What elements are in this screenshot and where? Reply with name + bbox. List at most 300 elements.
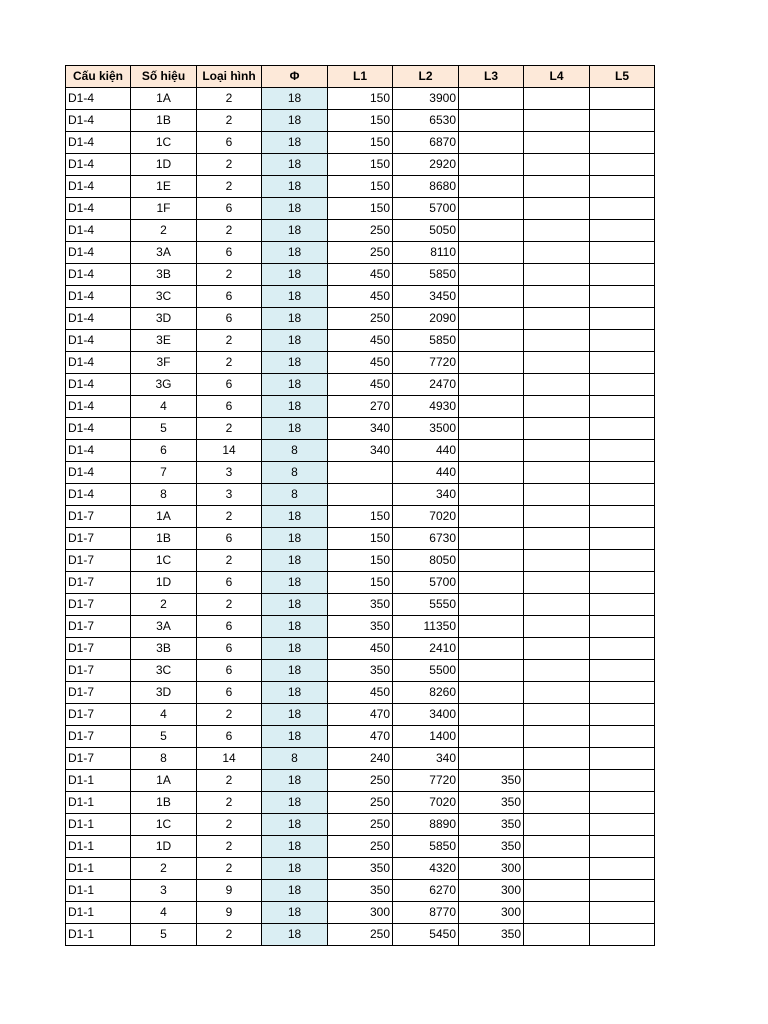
- cell-loai-hinh[interactable]: 3: [197, 484, 262, 506]
- cell-l4[interactable]: [524, 836, 590, 858]
- cell-l4[interactable]: [524, 726, 590, 748]
- cell-l4[interactable]: [524, 880, 590, 902]
- cell-l3[interactable]: [459, 528, 524, 550]
- cell-cau-kien[interactable]: D1-4: [66, 154, 131, 176]
- cell-l2[interactable]: 8770: [393, 902, 459, 924]
- cell-l5[interactable]: [590, 682, 655, 704]
- cell-l4[interactable]: [524, 242, 590, 264]
- cell-so-hieu[interactable]: 1E: [131, 176, 197, 198]
- cell-l5[interactable]: [590, 484, 655, 506]
- header-so-hieu[interactable]: Số hiệu: [131, 66, 197, 88]
- cell-phi[interactable]: 18: [262, 418, 328, 440]
- cell-l3[interactable]: [459, 616, 524, 638]
- cell-l1[interactable]: 350: [328, 616, 393, 638]
- cell-phi[interactable]: 18: [262, 110, 328, 132]
- cell-phi[interactable]: 18: [262, 572, 328, 594]
- cell-l5[interactable]: [590, 396, 655, 418]
- cell-so-hieu[interactable]: 3B: [131, 638, 197, 660]
- cell-l3[interactable]: 350: [459, 770, 524, 792]
- cell-l1[interactable]: 250: [328, 770, 393, 792]
- cell-phi[interactable]: 18: [262, 528, 328, 550]
- cell-so-hieu[interactable]: 1D: [131, 154, 197, 176]
- cell-cau-kien[interactable]: D1-7: [66, 748, 131, 770]
- cell-so-hieu[interactable]: 3: [131, 880, 197, 902]
- cell-phi[interactable]: 18: [262, 704, 328, 726]
- cell-l5[interactable]: [590, 814, 655, 836]
- cell-loai-hinh[interactable]: 2: [197, 924, 262, 946]
- cell-so-hieu[interactable]: 5: [131, 418, 197, 440]
- cell-l1[interactable]: 240: [328, 748, 393, 770]
- cell-cau-kien[interactable]: D1-7: [66, 572, 131, 594]
- cell-cau-kien[interactable]: D1-4: [66, 264, 131, 286]
- cell-phi[interactable]: 18: [262, 660, 328, 682]
- cell-cau-kien[interactable]: D1-4: [66, 308, 131, 330]
- cell-so-hieu[interactable]: 1F: [131, 198, 197, 220]
- cell-l2[interactable]: 7020: [393, 792, 459, 814]
- cell-l4[interactable]: [524, 682, 590, 704]
- cell-l2[interactable]: 5450: [393, 924, 459, 946]
- cell-l2[interactable]: 8890: [393, 814, 459, 836]
- cell-l1[interactable]: 350: [328, 660, 393, 682]
- cell-l2[interactable]: 3900: [393, 88, 459, 110]
- cell-l4[interactable]: [524, 770, 590, 792]
- cell-l1[interactable]: 250: [328, 924, 393, 946]
- cell-l2[interactable]: 340: [393, 484, 459, 506]
- header-l1[interactable]: L1: [328, 66, 393, 88]
- cell-l4[interactable]: [524, 220, 590, 242]
- cell-l1[interactable]: 450: [328, 352, 393, 374]
- cell-loai-hinh[interactable]: 2: [197, 770, 262, 792]
- header-phi[interactable]: Φ: [262, 66, 328, 88]
- cell-l3[interactable]: [459, 308, 524, 330]
- cell-so-hieu[interactable]: 5: [131, 924, 197, 946]
- cell-l1[interactable]: 470: [328, 726, 393, 748]
- cell-l3[interactable]: [459, 242, 524, 264]
- cell-l2[interactable]: 5050: [393, 220, 459, 242]
- cell-l2[interactable]: 3450: [393, 286, 459, 308]
- cell-l3[interactable]: [459, 748, 524, 770]
- cell-l5[interactable]: [590, 660, 655, 682]
- cell-phi[interactable]: 18: [262, 902, 328, 924]
- cell-l4[interactable]: [524, 660, 590, 682]
- cell-l3[interactable]: [459, 660, 524, 682]
- cell-l5[interactable]: [590, 880, 655, 902]
- cell-phi[interactable]: 18: [262, 264, 328, 286]
- cell-l3[interactable]: [459, 726, 524, 748]
- cell-phi[interactable]: 18: [262, 308, 328, 330]
- cell-loai-hinh[interactable]: 6: [197, 638, 262, 660]
- cell-so-hieu[interactable]: 1D: [131, 572, 197, 594]
- cell-phi[interactable]: 18: [262, 924, 328, 946]
- cell-l5[interactable]: [590, 594, 655, 616]
- cell-cau-kien[interactable]: D1-4: [66, 88, 131, 110]
- cell-cau-kien[interactable]: D1-4: [66, 418, 131, 440]
- cell-phi[interactable]: 18: [262, 770, 328, 792]
- cell-loai-hinh[interactable]: 6: [197, 308, 262, 330]
- cell-loai-hinh[interactable]: 9: [197, 880, 262, 902]
- cell-cau-kien[interactable]: D1-4: [66, 352, 131, 374]
- cell-l4[interactable]: [524, 924, 590, 946]
- cell-loai-hinh[interactable]: 9: [197, 902, 262, 924]
- cell-loai-hinh[interactable]: 2: [197, 352, 262, 374]
- cell-loai-hinh[interactable]: 2: [197, 858, 262, 880]
- cell-phi[interactable]: 18: [262, 726, 328, 748]
- cell-l2[interactable]: 2920: [393, 154, 459, 176]
- cell-l5[interactable]: [590, 528, 655, 550]
- cell-l3[interactable]: [459, 682, 524, 704]
- cell-loai-hinh[interactable]: 2: [197, 154, 262, 176]
- cell-l3[interactable]: [459, 638, 524, 660]
- cell-l5[interactable]: [590, 616, 655, 638]
- cell-phi[interactable]: 18: [262, 176, 328, 198]
- cell-phi[interactable]: 8: [262, 484, 328, 506]
- cell-l2[interactable]: 8260: [393, 682, 459, 704]
- cell-l2[interactable]: 340: [393, 748, 459, 770]
- cell-l1[interactable]: 150: [328, 132, 393, 154]
- cell-l1[interactable]: 250: [328, 814, 393, 836]
- cell-so-hieu[interactable]: 2: [131, 594, 197, 616]
- cell-cau-kien[interactable]: D1-7: [66, 616, 131, 638]
- cell-l3[interactable]: [459, 154, 524, 176]
- cell-cau-kien[interactable]: D1-1: [66, 924, 131, 946]
- cell-l2[interactable]: 2410: [393, 638, 459, 660]
- cell-l4[interactable]: [524, 110, 590, 132]
- cell-loai-hinh[interactable]: 2: [197, 88, 262, 110]
- cell-cau-kien[interactable]: D1-4: [66, 242, 131, 264]
- cell-phi[interactable]: 18: [262, 154, 328, 176]
- cell-loai-hinh[interactable]: 6: [197, 528, 262, 550]
- cell-l3[interactable]: [459, 264, 524, 286]
- cell-l4[interactable]: [524, 264, 590, 286]
- cell-phi[interactable]: 8: [262, 748, 328, 770]
- cell-l4[interactable]: [524, 902, 590, 924]
- cell-so-hieu[interactable]: 8: [131, 484, 197, 506]
- cell-l1[interactable]: 150: [328, 88, 393, 110]
- cell-cau-kien[interactable]: D1-4: [66, 462, 131, 484]
- cell-so-hieu[interactable]: 1B: [131, 792, 197, 814]
- cell-l4[interactable]: [524, 154, 590, 176]
- cell-l1[interactable]: 450: [328, 330, 393, 352]
- cell-l2[interactable]: 1400: [393, 726, 459, 748]
- cell-cau-kien[interactable]: D1-7: [66, 550, 131, 572]
- cell-phi[interactable]: 18: [262, 792, 328, 814]
- cell-phi[interactable]: 18: [262, 638, 328, 660]
- cell-loai-hinh[interactable]: 2: [197, 264, 262, 286]
- cell-loai-hinh[interactable]: 2: [197, 836, 262, 858]
- cell-l5[interactable]: [590, 88, 655, 110]
- cell-cau-kien[interactable]: D1-4: [66, 330, 131, 352]
- cell-phi[interactable]: 8: [262, 440, 328, 462]
- cell-l3[interactable]: [459, 506, 524, 528]
- cell-loai-hinh[interactable]: 6: [197, 726, 262, 748]
- cell-l3[interactable]: [459, 396, 524, 418]
- cell-so-hieu[interactable]: 3F: [131, 352, 197, 374]
- cell-phi[interactable]: 18: [262, 858, 328, 880]
- cell-loai-hinh[interactable]: 14: [197, 440, 262, 462]
- cell-l5[interactable]: [590, 154, 655, 176]
- cell-l4[interactable]: [524, 594, 590, 616]
- cell-loai-hinh[interactable]: 2: [197, 550, 262, 572]
- cell-cau-kien[interactable]: D1-1: [66, 858, 131, 880]
- cell-loai-hinh[interactable]: 2: [197, 792, 262, 814]
- cell-loai-hinh[interactable]: 3: [197, 462, 262, 484]
- header-l2[interactable]: L2: [393, 66, 459, 88]
- cell-l2[interactable]: 5850: [393, 330, 459, 352]
- cell-l5[interactable]: [590, 462, 655, 484]
- cell-l1[interactable]: 150: [328, 154, 393, 176]
- cell-l5[interactable]: [590, 308, 655, 330]
- cell-l1[interactable]: 150: [328, 528, 393, 550]
- cell-l3[interactable]: 350: [459, 924, 524, 946]
- cell-loai-hinh[interactable]: 6: [197, 198, 262, 220]
- cell-l1[interactable]: 450: [328, 638, 393, 660]
- cell-so-hieu[interactable]: 7: [131, 462, 197, 484]
- cell-so-hieu[interactable]: 2: [131, 220, 197, 242]
- cell-l2[interactable]: 2090: [393, 308, 459, 330]
- cell-cau-kien[interactable]: D1-1: [66, 880, 131, 902]
- cell-l1[interactable]: 350: [328, 594, 393, 616]
- cell-so-hieu[interactable]: 4: [131, 902, 197, 924]
- cell-l2[interactable]: 6870: [393, 132, 459, 154]
- cell-l3[interactable]: [459, 572, 524, 594]
- cell-l3[interactable]: [459, 484, 524, 506]
- cell-cau-kien[interactable]: D1-7: [66, 594, 131, 616]
- cell-l2[interactable]: 5500: [393, 660, 459, 682]
- cell-cau-kien[interactable]: D1-4: [66, 374, 131, 396]
- cell-l2[interactable]: 7720: [393, 770, 459, 792]
- cell-l5[interactable]: [590, 858, 655, 880]
- cell-phi[interactable]: 18: [262, 374, 328, 396]
- cell-l5[interactable]: [590, 792, 655, 814]
- cell-loai-hinh[interactable]: 6: [197, 572, 262, 594]
- cell-cau-kien[interactable]: D1-4: [66, 220, 131, 242]
- cell-phi[interactable]: 18: [262, 396, 328, 418]
- cell-l3[interactable]: [459, 198, 524, 220]
- cell-loai-hinh[interactable]: 2: [197, 418, 262, 440]
- cell-phi[interactable]: 18: [262, 506, 328, 528]
- cell-cau-kien[interactable]: D1-4: [66, 176, 131, 198]
- header-loai-hinh[interactable]: Loại hình: [197, 66, 262, 88]
- cell-loai-hinh[interactable]: 6: [197, 242, 262, 264]
- cell-l5[interactable]: [590, 176, 655, 198]
- cell-l1[interactable]: [328, 462, 393, 484]
- cell-so-hieu[interactable]: 1A: [131, 506, 197, 528]
- cell-l5[interactable]: [590, 836, 655, 858]
- cell-l1[interactable]: 340: [328, 418, 393, 440]
- cell-l4[interactable]: [524, 374, 590, 396]
- cell-cau-kien[interactable]: D1-4: [66, 110, 131, 132]
- cell-l4[interactable]: [524, 550, 590, 572]
- cell-l2[interactable]: 8050: [393, 550, 459, 572]
- cell-phi[interactable]: 18: [262, 594, 328, 616]
- cell-l3[interactable]: [459, 704, 524, 726]
- header-l3[interactable]: L3: [459, 66, 524, 88]
- cell-l5[interactable]: [590, 220, 655, 242]
- cell-phi[interactable]: 18: [262, 352, 328, 374]
- cell-l1[interactable]: 150: [328, 198, 393, 220]
- cell-cau-kien[interactable]: D1-4: [66, 484, 131, 506]
- cell-loai-hinh[interactable]: 2: [197, 704, 262, 726]
- cell-l5[interactable]: [590, 110, 655, 132]
- cell-loai-hinh[interactable]: 14: [197, 748, 262, 770]
- cell-l2[interactable]: 5700: [393, 198, 459, 220]
- cell-l3[interactable]: [459, 220, 524, 242]
- cell-so-hieu[interactable]: 3D: [131, 308, 197, 330]
- cell-phi[interactable]: 18: [262, 286, 328, 308]
- cell-l1[interactable]: 150: [328, 572, 393, 594]
- cell-l1[interactable]: 450: [328, 682, 393, 704]
- cell-so-hieu[interactable]: 3E: [131, 330, 197, 352]
- cell-cau-kien[interactable]: D1-7: [66, 682, 131, 704]
- cell-l3[interactable]: 300: [459, 880, 524, 902]
- cell-loai-hinh[interactable]: 6: [197, 396, 262, 418]
- cell-loai-hinh[interactable]: 6: [197, 682, 262, 704]
- cell-phi[interactable]: 8: [262, 462, 328, 484]
- cell-l2[interactable]: 7020: [393, 506, 459, 528]
- cell-l1[interactable]: 470: [328, 704, 393, 726]
- cell-loai-hinh[interactable]: 2: [197, 176, 262, 198]
- cell-so-hieu[interactable]: 4: [131, 704, 197, 726]
- cell-phi[interactable]: 18: [262, 330, 328, 352]
- cell-l4[interactable]: [524, 308, 590, 330]
- cell-l4[interactable]: [524, 484, 590, 506]
- cell-cau-kien[interactable]: D1-7: [66, 638, 131, 660]
- cell-l2[interactable]: 5700: [393, 572, 459, 594]
- cell-so-hieu[interactable]: 1C: [131, 550, 197, 572]
- cell-l3[interactable]: [459, 352, 524, 374]
- cell-l5[interactable]: [590, 902, 655, 924]
- cell-so-hieu[interactable]: 1A: [131, 88, 197, 110]
- cell-l1[interactable]: 270: [328, 396, 393, 418]
- cell-l4[interactable]: [524, 616, 590, 638]
- cell-l1[interactable]: 300: [328, 902, 393, 924]
- cell-cau-kien[interactable]: D1-4: [66, 286, 131, 308]
- cell-phi[interactable]: 18: [262, 836, 328, 858]
- cell-l2[interactable]: 11350: [393, 616, 459, 638]
- cell-l2[interactable]: 3500: [393, 418, 459, 440]
- cell-l5[interactable]: [590, 374, 655, 396]
- cell-so-hieu[interactable]: 1B: [131, 528, 197, 550]
- cell-l4[interactable]: [524, 462, 590, 484]
- cell-phi[interactable]: 18: [262, 814, 328, 836]
- cell-loai-hinh[interactable]: 6: [197, 660, 262, 682]
- cell-loai-hinh[interactable]: 2: [197, 814, 262, 836]
- cell-so-hieu[interactable]: 3G: [131, 374, 197, 396]
- cell-l5[interactable]: [590, 506, 655, 528]
- cell-cau-kien[interactable]: D1-7: [66, 660, 131, 682]
- cell-l1[interactable]: 350: [328, 858, 393, 880]
- cell-l4[interactable]: [524, 286, 590, 308]
- cell-so-hieu[interactable]: 3A: [131, 616, 197, 638]
- cell-phi[interactable]: 18: [262, 682, 328, 704]
- cell-l2[interactable]: 6270: [393, 880, 459, 902]
- cell-l3[interactable]: 350: [459, 792, 524, 814]
- cell-l3[interactable]: [459, 286, 524, 308]
- cell-l1[interactable]: [328, 484, 393, 506]
- cell-l5[interactable]: [590, 440, 655, 462]
- cell-cau-kien[interactable]: D1-7: [66, 528, 131, 550]
- cell-l4[interactable]: [524, 132, 590, 154]
- cell-l1[interactable]: 350: [328, 880, 393, 902]
- cell-phi[interactable]: 18: [262, 88, 328, 110]
- cell-l4[interactable]: [524, 330, 590, 352]
- cell-l3[interactable]: 350: [459, 836, 524, 858]
- cell-l5[interactable]: [590, 726, 655, 748]
- cell-l3[interactable]: [459, 110, 524, 132]
- cell-cau-kien[interactable]: D1-1: [66, 770, 131, 792]
- cell-l5[interactable]: [590, 352, 655, 374]
- cell-l5[interactable]: [590, 924, 655, 946]
- cell-phi[interactable]: 18: [262, 220, 328, 242]
- cell-l5[interactable]: [590, 770, 655, 792]
- cell-l2[interactable]: 2470: [393, 374, 459, 396]
- cell-l3[interactable]: [459, 374, 524, 396]
- cell-l1[interactable]: 250: [328, 308, 393, 330]
- cell-so-hieu[interactable]: 4: [131, 396, 197, 418]
- cell-l5[interactable]: [590, 330, 655, 352]
- cell-l4[interactable]: [524, 814, 590, 836]
- cell-l1[interactable]: 340: [328, 440, 393, 462]
- cell-phi[interactable]: 18: [262, 198, 328, 220]
- cell-l5[interactable]: [590, 704, 655, 726]
- header-l4[interactable]: L4: [524, 66, 590, 88]
- cell-cau-kien[interactable]: D1-1: [66, 836, 131, 858]
- cell-so-hieu[interactable]: 1D: [131, 836, 197, 858]
- cell-so-hieu[interactable]: 3A: [131, 242, 197, 264]
- cell-l3[interactable]: [459, 440, 524, 462]
- cell-l4[interactable]: [524, 198, 590, 220]
- cell-cau-kien[interactable]: D1-1: [66, 814, 131, 836]
- cell-so-hieu[interactable]: 1A: [131, 770, 197, 792]
- cell-so-hieu[interactable]: 1C: [131, 132, 197, 154]
- cell-cau-kien[interactable]: D1-4: [66, 198, 131, 220]
- cell-cau-kien[interactable]: D1-7: [66, 704, 131, 726]
- cell-phi[interactable]: 18: [262, 880, 328, 902]
- cell-l4[interactable]: [524, 792, 590, 814]
- cell-l5[interactable]: [590, 132, 655, 154]
- cell-loai-hinh[interactable]: 2: [197, 330, 262, 352]
- cell-l2[interactable]: 3400: [393, 704, 459, 726]
- cell-l2[interactable]: 440: [393, 462, 459, 484]
- cell-l5[interactable]: [590, 286, 655, 308]
- cell-l3[interactable]: 300: [459, 858, 524, 880]
- cell-l4[interactable]: [524, 418, 590, 440]
- cell-l3[interactable]: [459, 132, 524, 154]
- cell-loai-hinh[interactable]: 6: [197, 132, 262, 154]
- cell-l2[interactable]: 4320: [393, 858, 459, 880]
- cell-l4[interactable]: [524, 748, 590, 770]
- cell-l3[interactable]: [459, 330, 524, 352]
- cell-l3[interactable]: [459, 88, 524, 110]
- cell-l1[interactable]: 150: [328, 110, 393, 132]
- cell-l4[interactable]: [524, 506, 590, 528]
- cell-l2[interactable]: 6730: [393, 528, 459, 550]
- cell-loai-hinh[interactable]: 6: [197, 616, 262, 638]
- cell-l5[interactable]: [590, 418, 655, 440]
- cell-cau-kien[interactable]: D1-7: [66, 726, 131, 748]
- cell-phi[interactable]: 18: [262, 132, 328, 154]
- cell-l5[interactable]: [590, 638, 655, 660]
- cell-l1[interactable]: 250: [328, 242, 393, 264]
- cell-l3[interactable]: 300: [459, 902, 524, 924]
- cell-cau-kien[interactable]: D1-4: [66, 132, 131, 154]
- cell-cau-kien[interactable]: D1-1: [66, 792, 131, 814]
- cell-l4[interactable]: [524, 88, 590, 110]
- cell-so-hieu[interactable]: 1B: [131, 110, 197, 132]
- cell-so-hieu[interactable]: 3B: [131, 264, 197, 286]
- cell-l3[interactable]: [459, 418, 524, 440]
- cell-loai-hinh[interactable]: 2: [197, 110, 262, 132]
